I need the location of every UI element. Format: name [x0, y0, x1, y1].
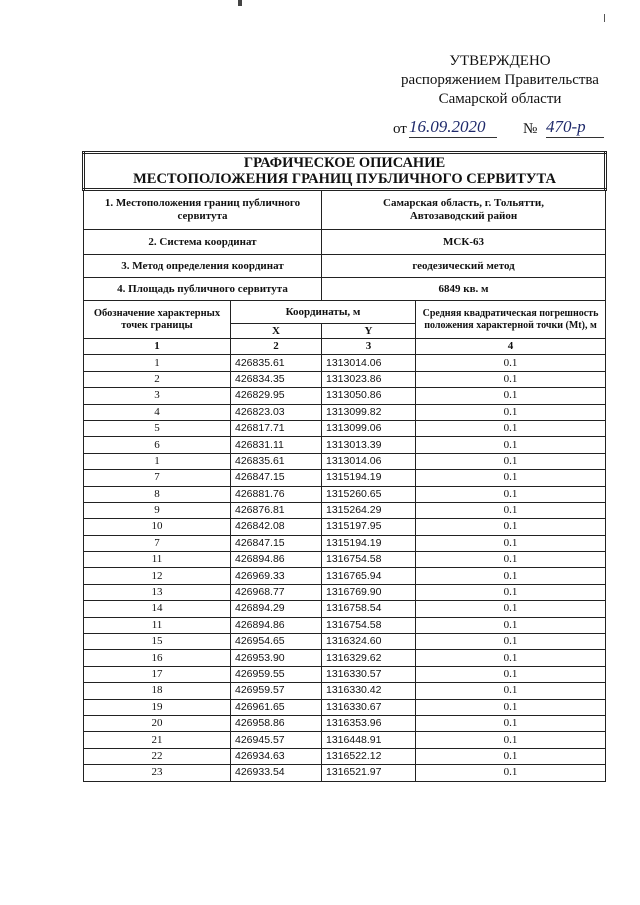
x-cell: 426834.35: [231, 371, 322, 387]
error-cell: 0.1: [416, 650, 606, 666]
order-date: 16.09.2020: [409, 117, 497, 138]
error-cell: 0.1: [416, 732, 606, 748]
approved-label: УТВЕРЖДЕНО: [449, 53, 551, 69]
y-cell: 1313014.06: [322, 355, 416, 371]
error-cell: 0.1: [416, 355, 606, 371]
x-cell: 426847.15: [231, 470, 322, 486]
point-cell: 1: [84, 453, 231, 469]
y-cell: 1316769.90: [322, 584, 416, 600]
point-cell: 12: [84, 568, 231, 584]
error-cell: 0.1: [416, 437, 606, 453]
title-line-1: ГРАФИЧЕСКОЕ ОПИСАНИЕ: [243, 155, 446, 171]
y-cell: 1313023.86: [322, 371, 416, 387]
order-line: [393, 119, 608, 141]
table-row: [84, 519, 606, 535]
x-cell: 426894.86: [231, 617, 322, 633]
error-cell: 0.1: [416, 634, 606, 650]
table-row: [84, 765, 606, 781]
info-label-location: 1. Местоположения границ публичного сервитута: [84, 190, 322, 230]
x-cell: 426876.81: [231, 502, 322, 518]
table-row: [84, 453, 606, 469]
point-cell: 14: [84, 601, 231, 617]
table-row: [84, 568, 606, 584]
y-cell: 1315194.19: [322, 535, 416, 551]
info-value-coord-system: МСК-63: [322, 230, 606, 255]
y-cell: 1316522.12: [322, 748, 416, 764]
table-title: [84, 153, 606, 190]
y-cell: 1316353.96: [322, 715, 416, 731]
table-row: [84, 388, 606, 404]
error-cell: 0.1: [416, 519, 606, 535]
y-cell: 1316754.58: [322, 617, 416, 633]
table-row: [84, 634, 606, 650]
point-cell: 22: [84, 748, 231, 764]
info-value-method: геодезический метод: [322, 255, 606, 278]
x-cell: 426934.63: [231, 748, 322, 764]
x-cell: 426945.57: [231, 732, 322, 748]
error-cell: 0.1: [416, 568, 606, 584]
y-cell: 1315197.95: [322, 519, 416, 535]
y-cell: 1315194.19: [322, 470, 416, 486]
table-row: [84, 601, 606, 617]
table-row: [84, 617, 606, 633]
point-cell: 7: [84, 535, 231, 551]
x-cell: 426842.08: [231, 519, 322, 535]
scan-mark: [238, 0, 242, 6]
table-row: [84, 650, 606, 666]
table-row: [84, 683, 606, 699]
error-cell: 0.1: [416, 371, 606, 387]
x-cell: 426823.03: [231, 404, 322, 420]
point-cell: 21: [84, 732, 231, 748]
order-number: 470-р: [546, 117, 604, 138]
y-cell: 1316448.91: [322, 732, 416, 748]
point-cell: 17: [84, 666, 231, 682]
error-cell: 0.1: [416, 617, 606, 633]
col-header-point: Обозначение характерных точек границы: [84, 301, 231, 339]
error-cell: 0.1: [416, 486, 606, 502]
point-cell: 1: [84, 355, 231, 371]
error-cell: 0.1: [416, 584, 606, 600]
y-cell: 1316754.58: [322, 552, 416, 568]
x-cell: 426961.65: [231, 699, 322, 715]
y-cell: 1316324.60: [322, 634, 416, 650]
error-cell: 0.1: [416, 715, 606, 731]
table-row: [84, 404, 606, 420]
approval-line-1: распоряжением Правительства: [401, 72, 599, 88]
y-cell: 1313014.06: [322, 453, 416, 469]
col-header-coords: Координаты, м: [231, 301, 416, 324]
point-cell: 3: [84, 388, 231, 404]
point-cell: 20: [84, 715, 231, 731]
error-cell: 0.1: [416, 388, 606, 404]
table-row: [84, 535, 606, 551]
point-cell: 10: [84, 519, 231, 535]
x-cell: 426829.95: [231, 388, 322, 404]
x-cell: 426968.77: [231, 584, 322, 600]
point-cell: 15: [84, 634, 231, 650]
table-row: [84, 732, 606, 748]
error-cell: 0.1: [416, 552, 606, 568]
point-cell: 8: [84, 486, 231, 502]
x-cell: 426954.65: [231, 634, 322, 650]
y-cell: 1315264.29: [322, 502, 416, 518]
y-cell: 1315260.65: [322, 486, 416, 502]
table-row: [84, 437, 606, 453]
error-cell: 0.1: [416, 683, 606, 699]
point-cell: 2: [84, 371, 231, 387]
x-cell: 426847.15: [231, 535, 322, 551]
point-cell: 23: [84, 765, 231, 781]
point-cell: 13: [84, 584, 231, 600]
error-cell: 0.1: [416, 420, 606, 436]
table-row: [84, 699, 606, 715]
x-cell: 426894.29: [231, 601, 322, 617]
number-prefix: №: [523, 121, 538, 137]
point-cell: 11: [84, 552, 231, 568]
approval-block: [395, 52, 605, 109]
y-cell: 1316758.54: [322, 601, 416, 617]
point-cell: 19: [84, 699, 231, 715]
col-header-error: Средняя квадратическая погрешность положения характерной точки (Mt), м: [416, 301, 606, 339]
x-cell: 426959.55: [231, 666, 322, 682]
table-row: [84, 552, 606, 568]
error-cell: 0.1: [416, 404, 606, 420]
y-cell: 1316329.62: [322, 650, 416, 666]
y-cell: 1316330.42: [322, 683, 416, 699]
x-cell: 426835.61: [231, 355, 322, 371]
approval-line-2: Самарской области: [438, 91, 562, 107]
table-row: [84, 470, 606, 486]
table-row: [84, 584, 606, 600]
table-row: [84, 502, 606, 518]
x-cell: 426958.86: [231, 715, 322, 731]
info-value-area: 6849 кв. м: [322, 278, 606, 301]
error-cell: 0.1: [416, 699, 606, 715]
x-cell: 426817.71: [231, 420, 322, 436]
x-cell: 426953.90: [231, 650, 322, 666]
y-cell: 1313013.39: [322, 437, 416, 453]
x-cell: 426933.54: [231, 765, 322, 781]
y-cell: 1313099.06: [322, 420, 416, 436]
info-label-coord-system: 2. Система координат: [84, 230, 322, 255]
error-cell: 0.1: [416, 535, 606, 551]
error-cell: 0.1: [416, 765, 606, 781]
point-cell: 16: [84, 650, 231, 666]
error-cell: 0.1: [416, 470, 606, 486]
point-cell: 11: [84, 617, 231, 633]
table-row: [84, 666, 606, 682]
error-cell: 0.1: [416, 502, 606, 518]
info-label-method: 3. Метод определения координат: [84, 255, 322, 278]
info-value-location: Самарская область, г. Тольятти, Автозаводский район: [322, 190, 606, 230]
point-cell: 7: [84, 470, 231, 486]
x-cell: 426959.57: [231, 683, 322, 699]
col-number-3: 3: [322, 339, 416, 355]
title-line-2: МЕСТОПОЛОЖЕНИЯ ГРАНИЦ ПУБЛИЧНОГО СЕРВИТУТА: [133, 171, 556, 187]
table-row: [84, 748, 606, 764]
y-cell: 1313050.86: [322, 388, 416, 404]
table-row: [84, 420, 606, 436]
y-cell: 1316765.94: [322, 568, 416, 584]
point-cell: 5: [84, 420, 231, 436]
servitude-table: [82, 151, 607, 782]
scan-tick: [604, 14, 605, 22]
point-cell: 4: [84, 404, 231, 420]
info-label-area: 4. Площадь публичного сервитута: [84, 278, 322, 301]
y-cell: 1316330.57: [322, 666, 416, 682]
point-cell: 18: [84, 683, 231, 699]
error-cell: 0.1: [416, 666, 606, 682]
table-row: [84, 371, 606, 387]
y-cell: 1316330.67: [322, 699, 416, 715]
point-cell: 6: [84, 437, 231, 453]
col-number-2: 2: [231, 339, 322, 355]
y-cell: 1316521.97: [322, 765, 416, 781]
y-cell: 1313099.82: [322, 404, 416, 420]
error-cell: 0.1: [416, 601, 606, 617]
x-cell: 426969.33: [231, 568, 322, 584]
table-row: [84, 715, 606, 731]
x-cell: 426835.61: [231, 453, 322, 469]
x-cell: 426894.86: [231, 552, 322, 568]
point-cell: 9: [84, 502, 231, 518]
col-header-x: X: [231, 324, 322, 339]
table-row: [84, 355, 606, 371]
col-header-y: Y: [322, 324, 416, 339]
col-number-1: 1: [84, 339, 231, 355]
error-cell: 0.1: [416, 453, 606, 469]
x-cell: 426831.11: [231, 437, 322, 453]
error-cell: 0.1: [416, 748, 606, 764]
x-cell: 426881.76: [231, 486, 322, 502]
table-row: [84, 486, 606, 502]
col-number-4: 4: [416, 339, 606, 355]
date-prefix: от: [393, 121, 407, 137]
